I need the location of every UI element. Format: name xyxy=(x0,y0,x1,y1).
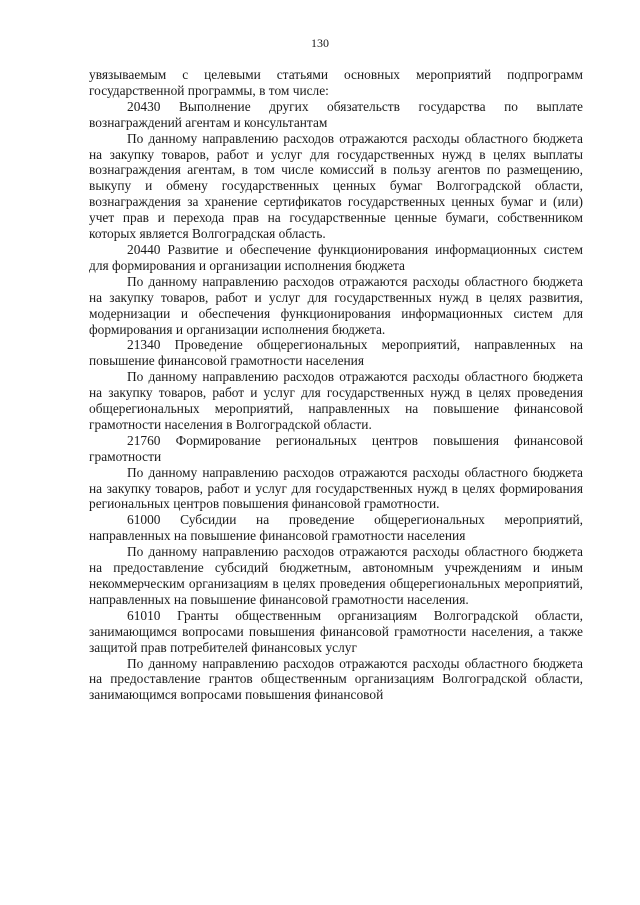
heading-21340: 21340 Проведение общерегиональных мероприятий, направленных на повышение финансовой грамотности населения xyxy=(89,337,583,369)
heading-61010: 61010 Гранты общественным организациям Волгоградской области, занимающимся вопросами повышения финансовой грамотности населения, а также защитой прав потребителей финансовых услуг xyxy=(89,607,583,655)
heading-21760: 21760 Формирование региональных центров повышения финансовой грамотности xyxy=(89,432,583,464)
paragraph-20440-description: По данному направлению расходов отражаются расходы областного бюджета на закупку товаров, работ и услуг для государственных нужд в целях развития, модернизации и обеспечения функционирования информационных систем для формирования и организации исполнения бюджета. xyxy=(89,273,583,337)
heading-61000: 61000 Субсидии на проведение общерегиональных мероприятий, направленных на повышение финансовой грамотности населения xyxy=(89,512,583,544)
document-body xyxy=(89,67,583,703)
heading-20430: 20430 Выполнение других обязательств государства по выплате вознаграждений агентам и консультантам xyxy=(89,98,583,130)
paragraph-20430-description: По данному направлению расходов отражаются расходы областного бюджета на закупку товаров, работ и услуг для государственных нужд в целях выплаты вознаграждения агентам, в том числе комиссий в пользу агентов по размещению, выкупу и обмену государственных ценных бумаг Волгоградской области, вознаграждения за хранение сертификатов государственных ценных бумаг и (или) учет прав и перехода прав на государственные ценные бумаги, собственником которых является Волгоградская область. xyxy=(89,130,583,242)
page-number: 130 xyxy=(311,36,329,50)
heading-20440: 20440 Развитие и обеспечение функционирования информационных систем для формирования и организации исполнения бюджета xyxy=(89,241,583,273)
paragraph-61000-description: По данному направлению расходов отражаются расходы областного бюджета на предоставление субсидий бюджетным, автономным учреждениям и иным некоммерческим организациям в целях проведения общерегиональных мероприятий, направленных на повышение финансовой грамотности населения. xyxy=(89,544,583,607)
paragraph-61010-description: По данному направлению расходов отражаются расходы областного бюджета на предоставление грантов общественным организациям Волгоградской области, занимающимся вопросами повышения финансовой xyxy=(89,655,583,703)
paragraph-21340-description: По данному направлению расходов отражаются расходы областного бюджета на закупку товаров, работ и услуг для государственных нужд в целях проведения общерегиональных мероприятий, направленных на повышение финансовой грамотности населения в Волгоградской области. xyxy=(89,369,583,432)
paragraph-21760-description: По данному направлению расходов отражаются расходы областного бюджета на закупку товаров, работ и услуг для государственных нужд в целях формирования региональных центров повышения финансовой грамотности. xyxy=(89,464,583,512)
paragraph-continuation: увязываемым с целевыми статьями основных мероприятий подпрограмм государственной программы, в том числе: xyxy=(89,67,583,98)
